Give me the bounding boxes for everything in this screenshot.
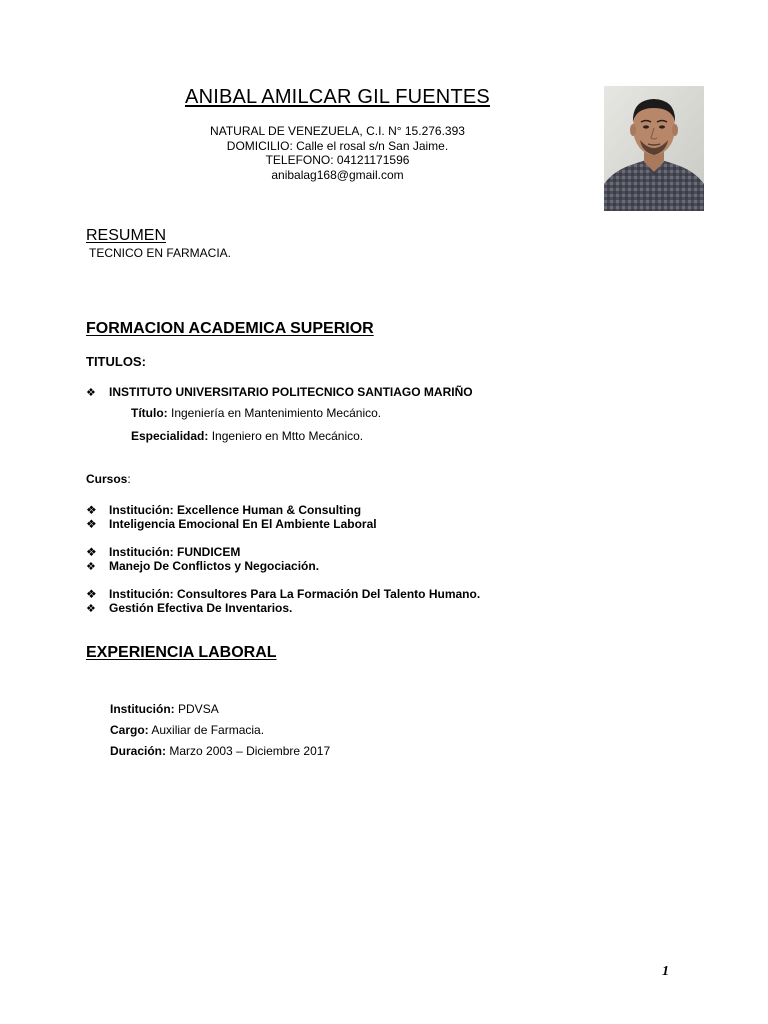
curso-item bbox=[86, 517, 377, 531]
formacion-heading: FORMACION ACADEMICA SUPERIOR bbox=[86, 320, 374, 337]
duracion-value: Marzo 2003 – Diciembre 2017 bbox=[169, 744, 331, 758]
cargo-value: Auxiliar de Farmacia. bbox=[151, 723, 265, 737]
especialidad-field bbox=[131, 429, 363, 443]
cargo-field bbox=[110, 723, 264, 737]
especialidad-value: Ingeniero en Mtto Mecánico. bbox=[211, 429, 364, 443]
institucion-value: PDVSA bbox=[178, 702, 219, 716]
curso-item bbox=[86, 587, 480, 601]
cursos-label-text: Cursos bbox=[86, 472, 128, 486]
institucion-field bbox=[110, 702, 219, 716]
curso-item bbox=[86, 503, 361, 517]
four-diamond-bullet-icon: ❖ bbox=[86, 587, 97, 601]
nationality-line: NATURAL DE VENEZUELA, C.I. N° 15.276.393 bbox=[210, 124, 465, 138]
address-line: DOMICILIO: Calle el rosal s/n San Jaime. bbox=[226, 138, 449, 153]
especialidad-label: Especialidad: bbox=[131, 429, 209, 443]
duracion-label: Duración: bbox=[110, 744, 167, 758]
diamond-outline-bullet-icon: ❖ bbox=[86, 560, 96, 573]
titulos-label: TITULOS: bbox=[86, 354, 146, 369]
resumen-heading: RESUMEN bbox=[86, 227, 167, 244]
diamond-outline-bullet-icon: ❖ bbox=[86, 386, 96, 399]
experiencia-heading: EXPERIENCIA LABORAL bbox=[86, 644, 277, 661]
phone-line: TELEFONO: 04121171596 bbox=[265, 153, 410, 167]
curso-item bbox=[86, 559, 319, 573]
profile-photo bbox=[604, 86, 704, 211]
institution-list-item bbox=[86, 385, 473, 399]
titulo-value: Ingeniería en Mantenimiento Mecánico. bbox=[171, 406, 382, 420]
curso-text: Inteligencia Emocional En El Ambiente Laboral bbox=[109, 517, 377, 531]
curso-text: Gestión Efectiva De Inventarios. bbox=[109, 601, 293, 615]
candidate-name: ANIBAL AMILCAR GIL FUENTES bbox=[185, 86, 490, 108]
curso-item bbox=[86, 545, 240, 559]
duracion-field bbox=[110, 744, 330, 758]
page-number: 1 bbox=[662, 964, 669, 979]
email-line: anibalag168@gmail.com bbox=[271, 167, 404, 182]
contact-block bbox=[0, 124, 675, 182]
curso-text: Institución: Excellence Human & Consulting bbox=[109, 503, 362, 517]
titulo-label: Título: bbox=[131, 406, 168, 420]
titulo-field bbox=[131, 406, 381, 420]
cursos-label-colon: : bbox=[127, 472, 131, 486]
resumen-text: TECNICO EN FARMACIA. bbox=[89, 246, 232, 260]
curso-text: Institución: Consultores Para La Formación Del Talento Humano. bbox=[109, 587, 481, 601]
four-diamond-bullet-icon: ❖ bbox=[86, 517, 97, 531]
curso-text: Institución: FUNDICEM bbox=[109, 545, 241, 559]
four-diamond-bullet-icon: ❖ bbox=[86, 503, 97, 517]
cargo-label: Cargo: bbox=[110, 723, 149, 737]
cursos-label bbox=[86, 472, 131, 486]
institucion-label: Institución: bbox=[110, 702, 175, 716]
institution-name: INSTITUTO UNIVERSITARIO POLITECNICO SANTIAGO MARIÑO bbox=[109, 385, 473, 399]
four-diamond-bullet-icon: ❖ bbox=[86, 545, 97, 559]
curso-text: Manejo De Conflictos y Negociación. bbox=[109, 559, 320, 573]
curso-item bbox=[86, 601, 292, 615]
diamond-outline-bullet-icon: ❖ bbox=[86, 602, 96, 615]
